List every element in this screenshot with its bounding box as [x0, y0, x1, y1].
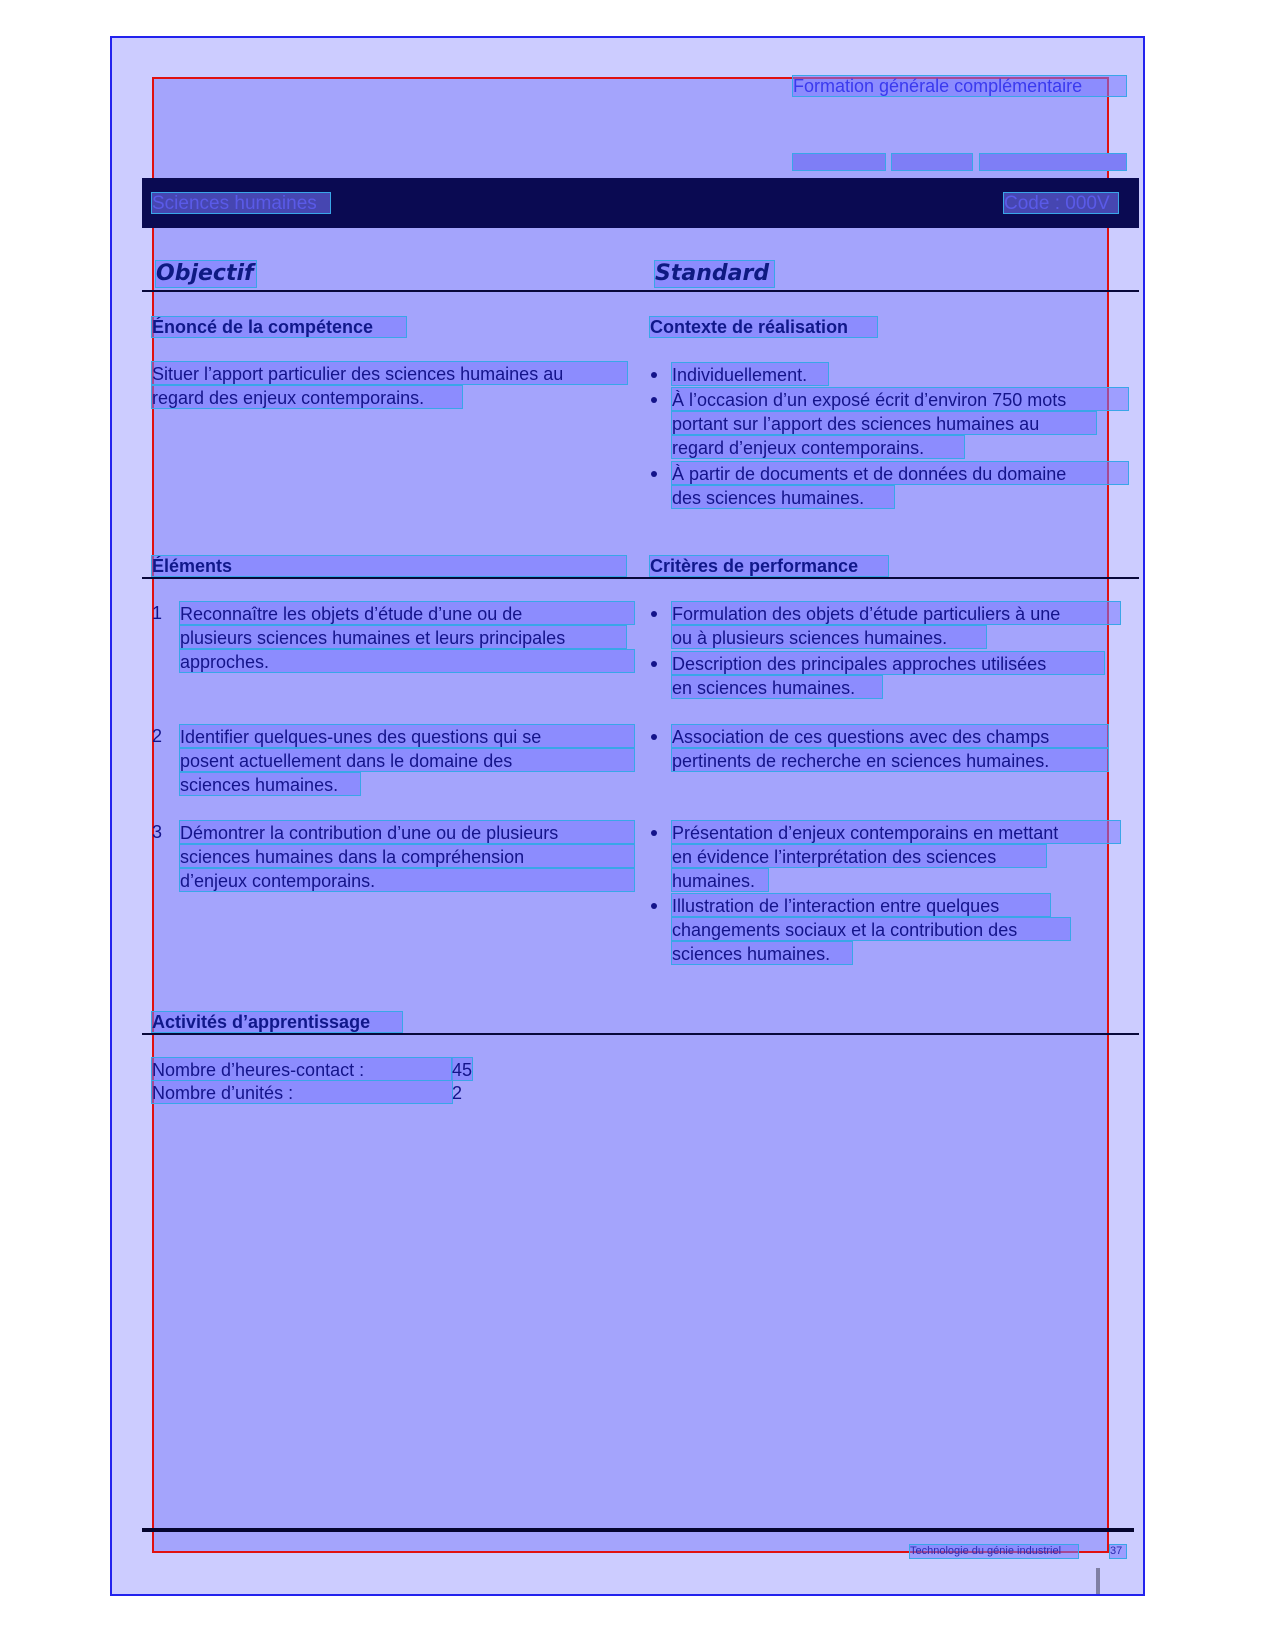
element-line: sciences humaines. — [180, 773, 360, 795]
bullet-icon — [651, 661, 657, 667]
criterion-line: pertinents de recherche en sciences humaines. — [672, 749, 1108, 771]
context-line: Individuellement. — [672, 363, 828, 385]
context-item — [672, 388, 1128, 458]
page-number: 37 — [1110, 1545, 1126, 1558]
discipline-title: Sciences humaines — [152, 193, 330, 213]
course-code: Code : 000V — [1004, 193, 1118, 213]
element-number: 3 — [152, 822, 163, 842]
footer-program-name: Technologie du génie industriel — [910, 1545, 1078, 1558]
context-heading: Contexte de réalisation — [650, 317, 877, 337]
element-line: approches. — [180, 650, 634, 672]
units-label: Nombre d’unités : — [152, 1081, 452, 1103]
activities-rule — [142, 1033, 1139, 1035]
footer-rule — [142, 1528, 1134, 1532]
context-line: À partir de documents et de données du domaine — [672, 462, 1128, 484]
element-line: plusieurs sciences humaines et leurs principales — [180, 626, 626, 648]
element-line: Identifier quelques-unes des questions qui se — [180, 725, 634, 747]
criterion-line: Présentation d’enjeux contemporains en mettant — [672, 821, 1120, 843]
competence-line: Situer l’apport particulier des sciences humaines au — [152, 362, 627, 384]
criterion-item — [672, 652, 1104, 698]
bullet-icon — [651, 734, 657, 740]
context-item — [672, 363, 828, 385]
context-line: des sciences humaines. — [672, 486, 894, 508]
bullet-icon — [651, 903, 657, 909]
context-line: portant sur l’apport des sciences humaines au — [672, 412, 1096, 434]
criterion-line: changements sociaux et la contribution des — [672, 918, 1070, 940]
header-rule — [142, 290, 1139, 292]
criterion-line: ou à plusieurs sciences humaines. — [672, 626, 986, 648]
elements-heading: Éléments — [152, 556, 626, 576]
header-field-1 — [793, 154, 885, 170]
criterion-item — [672, 894, 1070, 964]
element-line: Reconnaître les objets d’étude d’une ou de — [180, 602, 634, 624]
bullet-icon — [651, 397, 657, 403]
element-number: 1 — [152, 603, 163, 623]
activities-heading: Activités d’apprentissage — [152, 1012, 402, 1032]
objective-title: Objectif — [156, 261, 256, 287]
criteria-heading: Critères de performance — [650, 556, 888, 576]
element-number: 2 — [152, 726, 163, 746]
competence-line: regard des enjeux contemporains. — [152, 386, 462, 408]
criterion-line: Illustration de l’interaction entre quelques — [672, 894, 1050, 916]
criterion-item — [672, 821, 1120, 891]
criterion-line: humaines. — [672, 869, 768, 891]
context-item — [672, 462, 1128, 508]
header-field-3 — [980, 154, 1126, 170]
competence-heading: Énoncé de la compétence — [152, 317, 406, 337]
page-content-frame — [152, 77, 1109, 1553]
criterion-line: en évidence l’interprétation des sciences — [672, 845, 1046, 867]
element-line: Démontrer la contribution d’une ou de plusieurs — [180, 821, 634, 843]
hours-value: 45 — [452, 1060, 473, 1080]
criterion-line: Association de ces questions avec des champs — [672, 725, 1108, 747]
units-value: 2 — [452, 1083, 463, 1103]
criterion-line: sciences humaines. — [672, 942, 852, 964]
criterion-line: Formulation des objets d’étude particuliers à une — [672, 602, 1120, 624]
criterion-line: Description des principales approches utilisées — [672, 652, 1104, 674]
hours-label: Nombre d’heures-contact : — [152, 1058, 452, 1080]
bullet-icon — [651, 471, 657, 477]
elements-rule — [142, 577, 1139, 579]
element-text — [180, 725, 634, 795]
bullet-icon — [651, 830, 657, 836]
criterion-item — [672, 725, 1108, 771]
criterion-item — [672, 602, 1120, 648]
context-line: À l’occasion d’un exposé écrit d’environ 750 mots — [672, 388, 1128, 410]
header-field-2 — [892, 154, 972, 170]
context-line: regard d’enjeux contemporains. — [672, 436, 964, 458]
standard-title: Standard — [655, 261, 774, 287]
bullet-icon — [651, 611, 657, 617]
element-line: sciences humaines dans la compréhension — [180, 845, 634, 867]
bullet-icon — [651, 372, 657, 378]
element-line: posent actuellement dans le domaine des — [180, 749, 634, 771]
element-text — [180, 821, 634, 891]
criterion-line: en sciences humaines. — [672, 676, 882, 698]
competence-statement — [152, 362, 627, 408]
program-header: Formation générale complémentaire — [793, 76, 1126, 96]
page-edge-mark — [1096, 1568, 1100, 1594]
element-line: d’enjeux contemporains. — [180, 869, 634, 891]
element-text — [180, 602, 634, 672]
